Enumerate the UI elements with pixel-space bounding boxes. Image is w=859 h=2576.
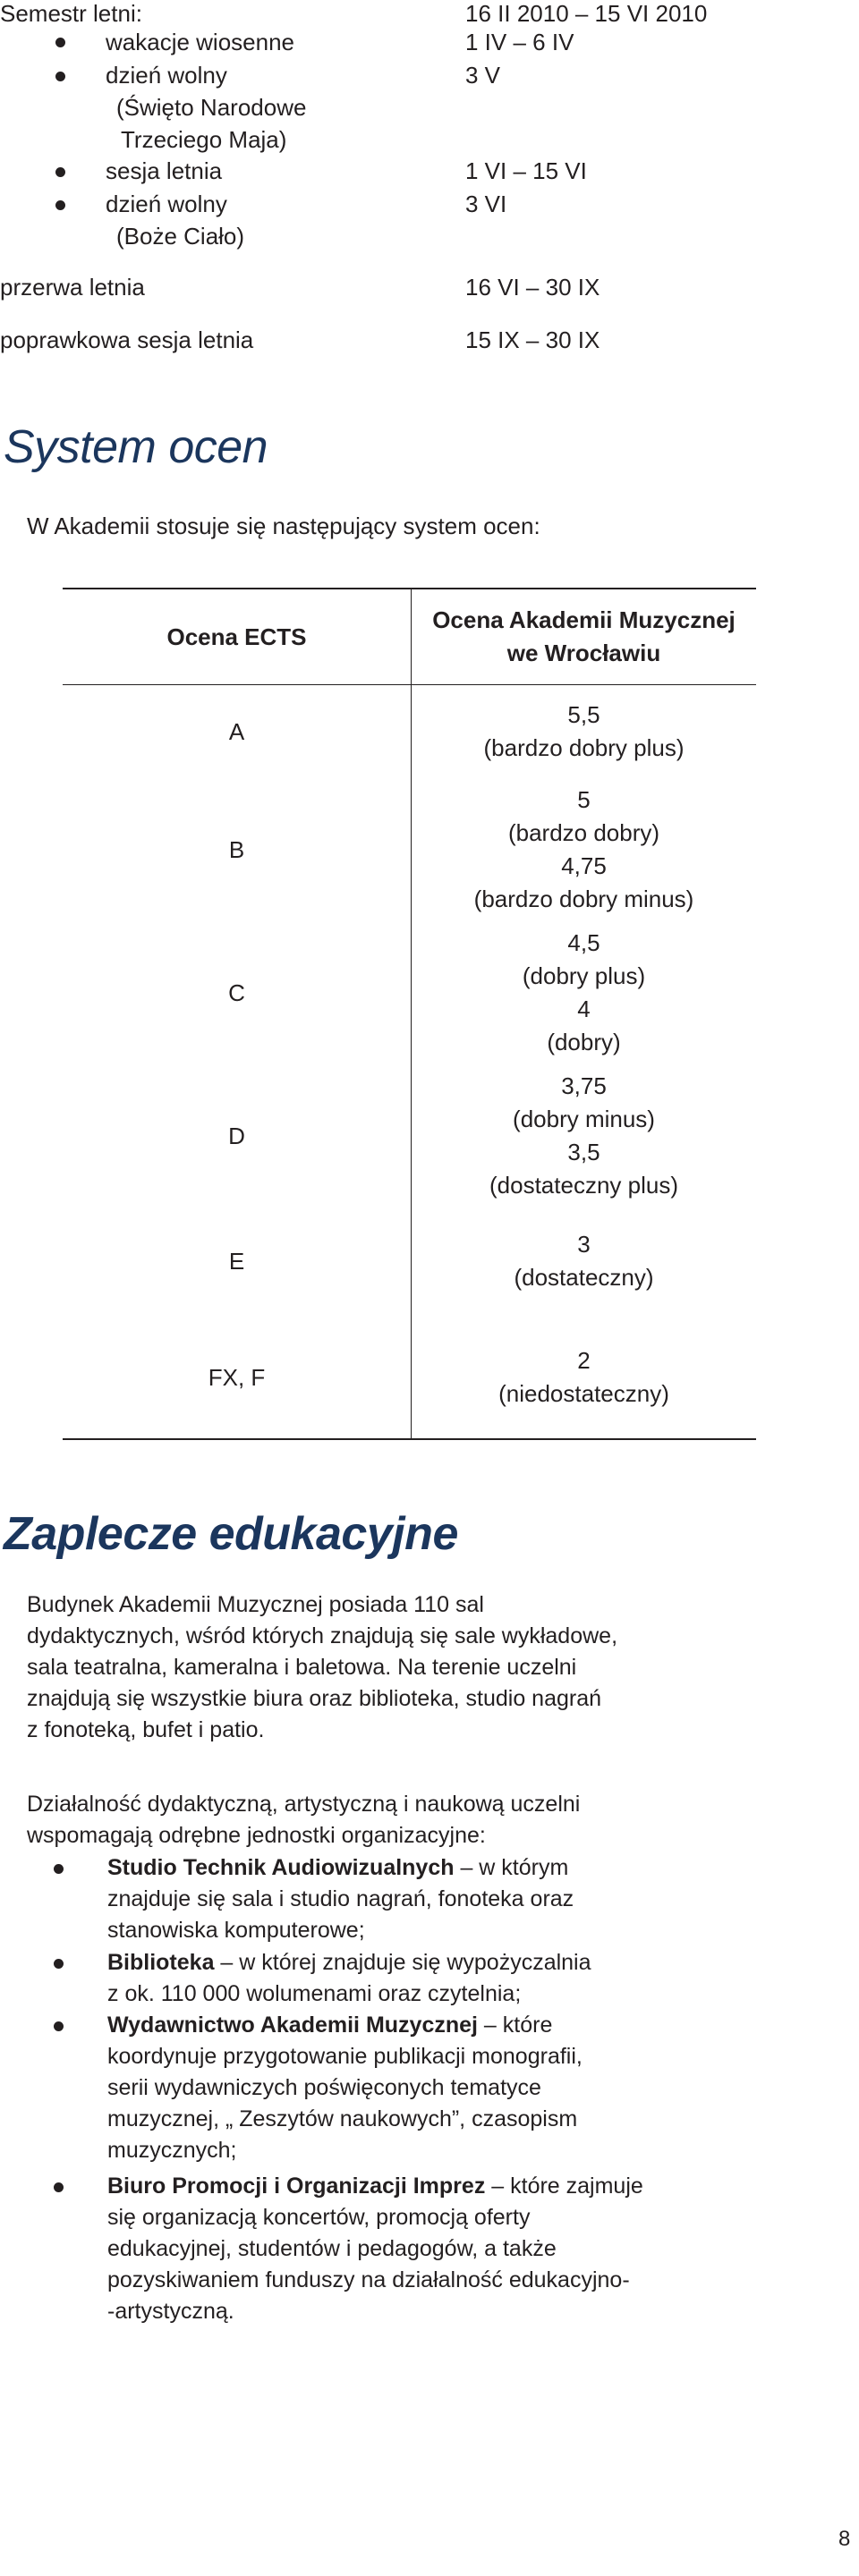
grade-description: (dobry plus)	[522, 962, 646, 989]
grade-value: 5,5	[567, 701, 600, 728]
academy-grade	[412, 1208, 756, 1315]
unit-description: muzycznych;	[107, 2138, 237, 2163]
schedule-item-dates: 3 V	[465, 62, 501, 89]
unit-description: – które zajmuje	[485, 2174, 643, 2199]
header-academy-grade	[412, 589, 756, 684]
paragraph-line: wspomagają odrębne jednostki organizacyjne:	[27, 1823, 486, 1848]
ects-grade: A	[228, 717, 245, 745]
grade-description: (dostateczny)	[514, 1264, 654, 1291]
schedule-item-label: sesja letnia	[106, 157, 223, 184]
schedule-item-note: (Boże Ciało)	[116, 223, 245, 250]
paragraph-line: sala teatralna, kameralna i baletowa. Na terenie uczelni	[27, 1655, 577, 1680]
grade-description: (bardzo dobry)	[507, 819, 660, 846]
schedule-item-note: (Święto Narodowe	[116, 94, 307, 121]
paragraph-line: znajdują się wszystkie biura oraz biblioteka, studio nagrań	[27, 1686, 602, 1711]
unit-description: koordynuje przygotowanie publikacji monografii,	[107, 2044, 583, 2069]
unit-description: -artystyczną.	[107, 2299, 234, 2324]
unit-description: edukacyjnej, studentów i pedagogów, a także	[107, 2236, 557, 2261]
paragraph-line: Działalność dydaktyczną, artystyczną i naukową uczelni	[27, 1792, 581, 1817]
unit-description: – w której znajduje się wypożyczalnia	[214, 1950, 591, 1975]
grade-value: 2	[577, 1347, 591, 1374]
bullet-icon	[55, 200, 65, 210]
grade-description: (bardzo dobry minus)	[473, 886, 694, 912]
unit-description: pozyskiwaniem funduszy na działalność edukacyjno-	[107, 2267, 630, 2292]
grade-value: 4	[577, 996, 591, 1022]
unit-description: – w którym	[454, 1855, 569, 1880]
unit-name: Biuro Promocji i Organizacji Imprez	[107, 2174, 486, 2199]
unit-description: muzycznej, „ Zeszytów naukowych”, czasopism	[107, 2106, 578, 2131]
paragraph-line: dydaktycznych, wśród których znajdują się sale wykładowe,	[27, 1623, 618, 1648]
schedule-item-dates: 1 IV – 6 IV	[465, 29, 574, 55]
grade-description: (niedostateczny)	[498, 1380, 669, 1407]
paragraph-line: z fonoteką, bufet i patio.	[27, 1717, 265, 1742]
grade-value: 3,75	[561, 1072, 607, 1099]
grading-title: System ocen	[4, 421, 268, 473]
semester-dates: 16 II 2010 – 15 VI 2010	[465, 0, 708, 27]
grading-intro: W Akademii stosuje się następujący system ocen:	[27, 513, 540, 539]
ects-grade: FX, F	[208, 1363, 266, 1391]
schedule-item-label: dzień wolny	[106, 191, 227, 217]
ects-grade: B	[228, 835, 245, 863]
ects-grade: D	[228, 1122, 245, 1149]
grade-description: (dostateczny plus)	[489, 1172, 678, 1199]
unit-name: Studio Technik Audiowizualnych	[107, 1855, 455, 1880]
grade-value: 3,5	[567, 1139, 600, 1165]
grade-value: 4,5	[567, 929, 600, 956]
unit-description: z ok. 110 000 wolumenami oraz czytelnia;	[107, 1981, 522, 2006]
facilities-paragraph	[27, 1589, 617, 1746]
grade-value: 5	[577, 786, 591, 813]
grade-description: (dobry)	[547, 1029, 621, 1055]
grade-value: 3	[577, 1231, 591, 1258]
academy-grade	[412, 685, 756, 778]
academy-grade	[412, 778, 756, 921]
unit-item	[107, 2171, 643, 2327]
unit-description: znajduje się sala i studio nagrań, fonoteka oraz	[107, 1886, 574, 1911]
bullet-icon	[54, 1959, 64, 1969]
unit-item	[107, 1947, 591, 2010]
schedule-item-label: wakacje wiosenne	[106, 29, 295, 55]
unit-name: Wydawnictwo Akademii Muzycznej	[107, 2012, 478, 2038]
unit-description: się organizacją koncertów, promocją oferty	[107, 2205, 531, 2230]
grades-table	[63, 588, 756, 1440]
summer-break-label: przerwa letnia	[0, 274, 145, 301]
retake-session-dates: 15 IX – 30 IX	[465, 326, 600, 353]
grade-value: 4,75	[561, 852, 607, 879]
grade-description: (dobry minus)	[513, 1106, 655, 1132]
academy-grade	[412, 1315, 756, 1440]
unit-item	[107, 1852, 574, 1946]
ects-grade: C	[228, 979, 245, 1006]
paragraph-line: Budynek Akademii Muzycznej posiada 110 sal	[27, 1592, 484, 1617]
page-number: 8	[838, 2527, 851, 2551]
bullet-icon	[55, 38, 65, 47]
summer-break-dates: 16 VI – 30 IX	[465, 274, 600, 301]
header-academy-grade-line: we Wrocławiu	[506, 640, 661, 666]
ects-grade: E	[228, 1247, 245, 1275]
unit-description: stanowiska komputerowe;	[107, 1918, 365, 1943]
schedule-item-dates: 1 VI – 15 VI	[465, 157, 587, 184]
semester-label: Semestr letni:	[0, 0, 142, 27]
header-academy-grade-line: Ocena Akademii Muzycznej	[432, 606, 736, 633]
unit-name: Biblioteka	[107, 1950, 215, 1975]
units-intro-paragraph	[27, 1789, 580, 1852]
bullet-icon	[55, 72, 65, 81]
bullet-icon	[54, 2182, 64, 2192]
academy-grade	[412, 1064, 756, 1208]
schedule-item-dates: 3 VI	[465, 191, 507, 217]
unit-description: – które	[477, 2012, 553, 2038]
grade-description: (bardzo dobry plus)	[483, 734, 685, 761]
facilities-title: Zaplecze edukacyjne	[4, 1508, 458, 1560]
academy-grade	[412, 921, 756, 1064]
header-ects: Ocena ECTS	[166, 623, 307, 650]
bullet-icon	[54, 1864, 64, 1874]
retake-session-label: poprawkowa sesja letnia	[0, 326, 254, 353]
unit-item	[107, 2010, 583, 2166]
bullet-icon	[54, 2021, 64, 2031]
unit-description: serii wydawniczych poświęconych tematyce	[107, 2075, 541, 2100]
schedule-item-note: Trzeciego Maja)	[121, 126, 287, 153]
bullet-icon	[55, 167, 65, 177]
schedule-item-label: dzień wolny	[106, 62, 227, 89]
